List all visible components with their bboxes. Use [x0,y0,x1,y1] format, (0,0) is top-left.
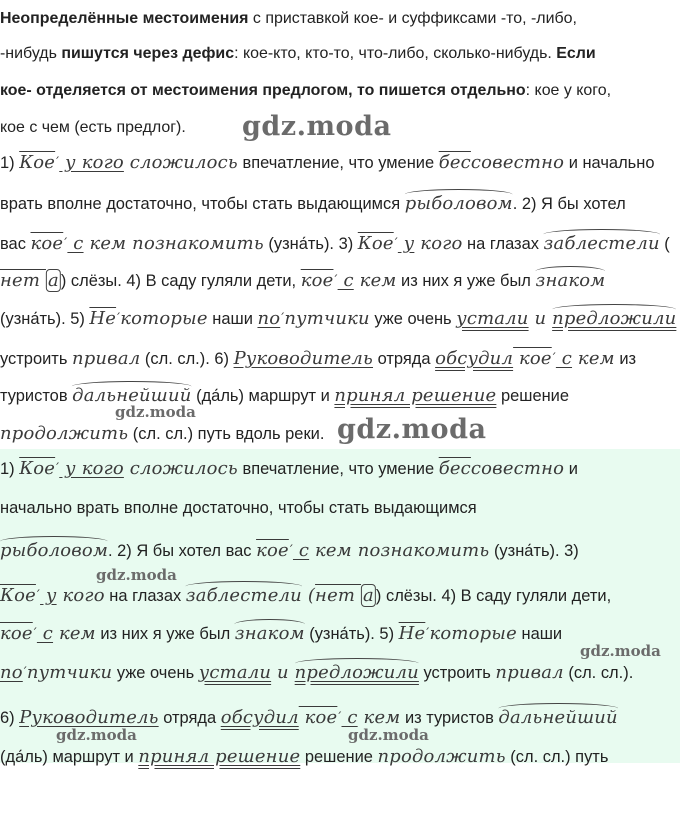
rule-text: -нибудь [0,45,62,62]
hw-word: с [36,623,54,644]
rule-bold: Если [556,45,596,62]
hw-word: Не [89,308,117,329]
hw-word: Кое [0,585,36,606]
hw-word: кем [572,348,615,369]
hw-word: у кого [59,152,124,173]
text: из туристов [400,709,499,727]
text: туристов [0,387,73,405]
text: (узна́ть). 5) [304,625,399,643]
hw-word: бес [438,458,471,479]
prime: ′ [289,543,293,558]
hw-word: сложилось [123,152,238,173]
watermark-logo: gdz.moda [348,726,429,744]
watermark-logo: gdz.moda [56,726,137,744]
top-line-1 [0,152,676,174]
hw-word: знаком [535,270,606,291]
rule-line-3 [0,80,676,102]
hw-word: кое [30,233,64,254]
text: решение [300,748,378,766]
prime: ′ [334,273,338,288]
text: из [614,350,637,368]
hw-word: Кое [19,152,56,173]
hw-word: с [67,233,84,254]
text: устроить [418,664,496,682]
prime: ′ [33,626,37,641]
hw-word: путчики [284,308,370,329]
text: (сл. сл.). [563,664,634,682]
text: врать вполне достаточно, чтобы стать выдающимся [0,195,405,213]
bottom-line-8 [0,746,676,768]
hw-word: кое [300,270,334,291]
text: (узна́ть). 5) [0,310,90,328]
text: из них я уже был [396,272,536,290]
rule-text: с приставкой кое- и суффиксами -то, -либо, [248,10,577,27]
hw-word: Кое [19,458,56,479]
text: наши [207,310,258,328]
hw-word: заблестели [185,585,302,606]
prime: ′ [426,626,430,641]
hw-word: кем [353,270,397,291]
hw-word: которые [429,623,517,644]
bottom-line-3 [0,540,676,562]
prime: ′ [56,155,60,170]
text: (узна́ть). 3) [489,542,579,560]
prime: ′ [281,311,285,326]
hw-word: Руководитель [233,348,374,369]
text: на глазах [462,235,544,253]
hw-word: по [257,308,281,329]
hw-word: у [397,233,415,254]
hw-word: кем [309,540,352,561]
rule-text: : кое-кто, кто-то, что-либо, сколько-нибудь. [234,45,557,62]
bottom-line-2 [0,497,676,519]
hw-word: Кое [357,233,394,254]
rule-text: кое с чем (есть предлог). [0,119,186,136]
hw-word: кое [513,348,552,369]
hw-word: кем [357,707,401,728]
hw-word: у кого [59,458,124,479]
top-line-6 [0,348,676,370]
hw-word: познакомить [126,233,264,254]
top-line-4 [0,270,676,292]
hw-word: привал [495,662,564,683]
watermark-logo: gdz.moda [242,111,392,142]
rule-bold: кое- отделяется от местоимения предлогом, то пишется отдельно [0,82,526,99]
text: наши [516,625,563,643]
text: . 2) Я бы хотел вас [108,542,257,560]
hw-word: обсудил [435,348,514,369]
text: ) слёзы. 4) В саду гуляли дети, [375,587,612,605]
text: 6) [0,709,20,727]
hw-word: познакомить [351,540,490,561]
hw-word: продолжить [377,746,506,767]
prime: ′ [394,236,398,251]
hw-word: с [555,348,573,369]
hw-word: ( [301,585,316,606]
text: отряда [373,350,436,368]
hw-word: устали [456,308,529,329]
text: (узна́ть). 3) [263,235,358,253]
hw-word: Не [398,623,426,644]
watermark-logo: gdz.moda [115,403,196,421]
text: и [564,460,578,478]
text: уже очень [112,664,199,682]
hw-word: кое [256,540,289,561]
prime: ′ [23,665,27,680]
text: . 2) Я бы хотел [512,195,626,213]
text: ) слёзы. 4) В саду гуляли дети, [60,272,301,290]
hw-word: привал [71,348,141,369]
hw-word: кем [83,233,127,254]
hw-word: с [341,707,358,728]
text: впечатление, что умение [237,154,439,172]
prime: ′ [117,311,121,326]
hw-word: дальнейший [72,385,192,406]
hw-word: по [0,662,23,683]
hw-word: и [271,662,295,683]
hw-word: кого [56,585,105,606]
rule-bold: пишутся через дефис [61,45,235,62]
hw-word: знаком [234,623,305,644]
watermark-logo: gdz.moda [580,642,661,660]
hw-word: кое [298,707,338,728]
hw-word: которые [120,308,208,329]
text: на глазах [104,587,186,605]
hw-word: кого [414,233,463,254]
text: 1) [0,154,20,172]
hw-word: принял решение [334,385,497,406]
hw-word: рыболовом [404,193,513,214]
prime: ′ [552,351,556,366]
text: и начально [564,154,655,172]
text: начально врать вполне достаточно, чтобы стать выдающимся [0,499,477,517]
hw-word: кое [0,623,33,644]
hw-word: заблестели [543,233,660,254]
text: (да́ль) маршрут и [191,387,335,405]
hw-word: кем [53,623,96,644]
text: (сл. сл.) путь [505,748,609,766]
watermark-logo: gdz.moda [337,414,487,445]
bottom-line-4 [0,585,676,607]
top-line-2 [0,193,676,215]
hw-word: Руководитель [19,707,159,728]
hw-word: принял решение [138,746,301,767]
text: 1) [0,460,20,478]
text: отряда [158,709,221,727]
hw-word: путчики [26,662,113,683]
bottom-line-1 [0,458,676,480]
rule-line-1 [0,8,676,30]
watermark-logo: gdz.moda [96,566,177,584]
prime: ′ [56,461,60,476]
hw-word: с [292,540,310,561]
text: (сл. сл.) путь вдоль реки. [128,425,325,443]
bottom-line-5 [0,623,676,645]
top-line-7 [0,385,676,407]
top-line-3 [0,233,676,255]
prime: ′ [36,588,41,603]
hw-word: сложилось [123,458,238,479]
hw-word: совестно [470,152,565,173]
text: (да́ль) маршрут и [0,748,139,766]
hw-word: обсудил [220,707,299,728]
hw-word: с [337,270,354,291]
text: ( [659,235,670,253]
hw-word: предложили [294,662,419,683]
text: уже очень [369,310,457,328]
hw-word: устали [198,662,272,683]
text: из них я уже был [95,625,235,643]
prime: ′ [64,236,68,251]
hw-word: рыболовом [0,540,109,561]
text: впечатление, что умение [237,460,439,478]
hw-letter-box: а [47,270,59,291]
hw-word: нет [315,585,362,606]
text: вас [0,235,31,253]
text: решение [496,387,570,405]
top-line-5 [0,308,676,330]
rule-line-2 [0,43,676,65]
rule-text: : кое у кого, [525,82,612,99]
hw-word: нет [0,270,46,291]
hw-word: у [40,585,57,606]
hw-word: совестно [470,458,565,479]
hw-word: бес [438,152,471,173]
hw-word: дальнейший [498,707,618,728]
text: устроить [0,350,72,368]
hw-word: продолжить [0,423,129,444]
rule-term: Неопределённые местоимения [0,10,249,27]
text: (сл. сл.). 6) [140,350,234,368]
hw-word: и [528,308,553,329]
bottom-line-6 [0,662,676,684]
prime: ′ [338,710,342,725]
hw-letter-box: а [363,585,374,606]
hw-word: предложили [552,308,677,329]
